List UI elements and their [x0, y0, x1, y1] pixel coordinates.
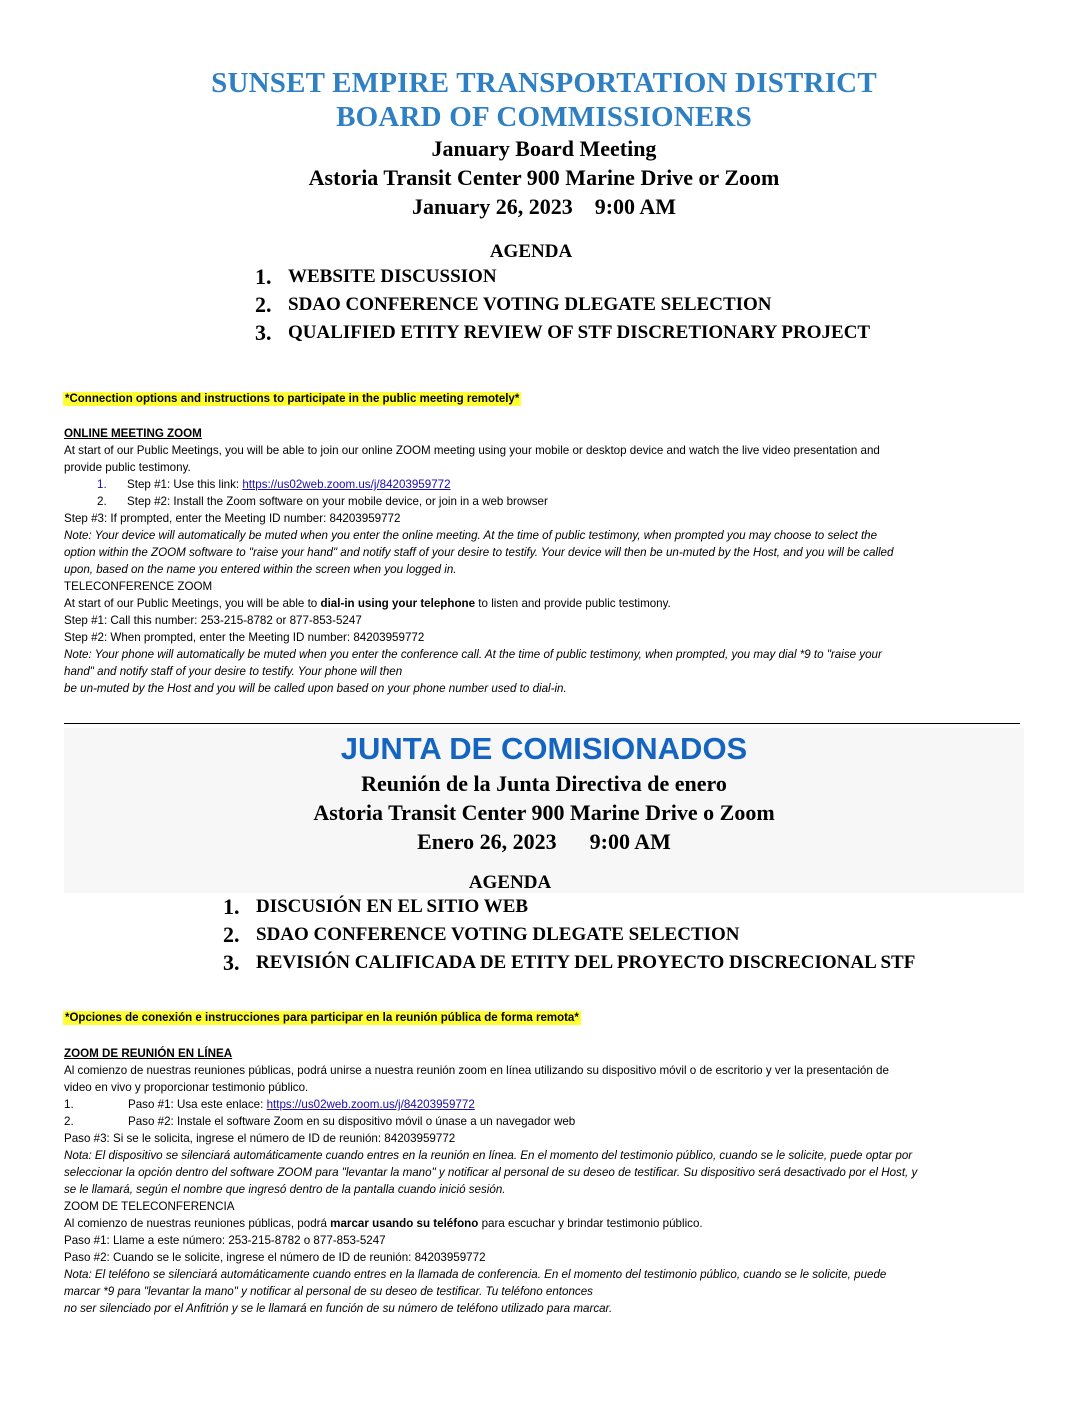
teleconference-heading: TELECONFERENCE ZOOM [64, 580, 213, 593]
agenda-item: 1. WEBSITE DISCUSSION [255, 264, 497, 289]
spanish-connection-note-wrap [63, 1008, 581, 1026]
zoom-link[interactable]: https://us02web.zoom.us/j/84203959772 [242, 478, 451, 491]
spanish-online-note: Nota: El dispositivo se silenciará automáticamente cuando entres en la reunión en línea. En el momento del testimonio público, cuando se le solicite, puede optar por [64, 1149, 913, 1162]
spanish-zoom-link[interactable]: https://us02web.zoom.us/j/84203959772 [266, 1098, 475, 1111]
spanish-tele-step-1: Paso #1: Llame a este número: 253-215-8782 o 877-853-5247 [64, 1234, 386, 1247]
online-note-cont: option within the ZOOM software to "raise your hand" and notify staff of your desire to testify. Your device will then be un-muted by the Host, and you will be called [64, 546, 894, 559]
spanish-teleconference-heading: ZOOM DE TELECONFERENCIA [64, 1200, 235, 1213]
board-name: BOARD OF COMMISSIONERS [336, 101, 752, 133]
organization-name: SUNSET EMPIRE TRANSPORTATION DISTRICT [211, 67, 877, 99]
section-divider [64, 723, 1020, 724]
meeting-location: Astoria Transit Center 900 Marine Drive or Zoom [308, 165, 780, 190]
agenda-item: 3. QUALIFIED ETITY REVIEW OF STF DISCRETIONARY PROJECT [255, 320, 871, 345]
spanish-step-3: Paso #3: Si se le solicita, ingrese el número de ID de reunión: 84203959772 [64, 1132, 456, 1145]
step-2: 2. Step #2: Install the Zoom software on your mobile device, or join in a web browser [97, 495, 548, 508]
spanish-board-name: JUNTA DE COMISIONADOS [340, 731, 748, 766]
online-intro: At start of our Public Meetings, you will be able to join our online ZOOM meeting using your mobile or desktop device and watch the live video presentation and [64, 444, 880, 457]
spanish-online-heading: ZOOM DE REUNIÓN EN LÍNEA [64, 1047, 233, 1060]
spanish-tele-note-cont: marcar *9 para "levantar la mano" y notificar al personal de su deseo de testificar. Tu teléfono entonces [64, 1285, 593, 1298]
meeting-datetime: January 26, 2023 9:00 AM [412, 194, 676, 219]
spanish-step-2: 2. Paso #2: Instale el software Zoom en su dispositivo móvil o únase a un navegador web [64, 1115, 576, 1128]
spanish-tele-note-end: no ser silenciado por el Anfitrión y se le llamará en función de su número de teléfono utilizado para marcar. [64, 1302, 613, 1315]
tele-note-end: be un-muted by the Host and you will be called upon based on your phone number used to dial-in. [64, 682, 567, 695]
agenda-list [255, 263, 870, 347]
spanish-agenda-title: AGENDA [468, 872, 552, 893]
spanish-tele-note: Nota: El teléfono se silenciará automáticamente cuando entres en la llamada de conferencia. En el momento del testimonio público, cuando se le solicite, puede [64, 1268, 887, 1281]
connection-note-wrap [63, 389, 521, 407]
online-note-end: upon, based on the name you entered within the screen when you logged in. [64, 563, 457, 576]
agenda-item: 3. REVISIÓN CALIFICADA DE ETITY DEL PROYECTO DISCRECIONAL STF [223, 950, 916, 975]
tele-step-1: Step #1: Call this number: 253-215-8782 or 877-853-5247 [64, 614, 362, 627]
english-instructions [64, 425, 1024, 697]
tele-note-cont: hand" and notify staff of your desire to testify. Your phone will then [64, 665, 403, 678]
spanish-step-1: 1. Paso #1: Usa este enlace: https://us02web.zoom.us/j/84203959772 [64, 1098, 475, 1111]
spanish-online-note-end: se le llamará, según el nombre que ingresó dentro de la pantalla cuando inició sesión. [64, 1183, 506, 1196]
teleconference-intro: At start of our Public Meetings, you will be able to dial-in using your telephone to listen and provide public testimony. [64, 597, 671, 610]
spanish-tele-step-2: Paso #2: Cuando se le solicite, ingrese el número de ID de reunión: 84203959772 [64, 1251, 486, 1264]
step-1: 1. Step #1: Use this link: https://us02web.zoom.us/j/84203959772 [97, 478, 451, 491]
spanish-connection-note: *Opciones de conexión e instrucciones para participar en la reunión pública de forma remota* [65, 1012, 579, 1024]
tele-note: Note: Your phone will automatically be muted when you enter the conference call. At the time of public testimony, when prompted, you may dial *9 to "raise your [64, 648, 882, 661]
agenda-title: AGENDA [489, 241, 573, 262]
agenda-item: 2. SDAO CONFERENCE VOTING DLEGATE SELECTION [223, 922, 740, 947]
spanish-agenda-list [223, 893, 915, 977]
online-intro-cont: provide public testimony. [64, 461, 191, 474]
spanish-header [64, 729, 1024, 856]
online-meeting-heading: ONLINE MEETING ZOOM [64, 427, 202, 440]
spanish-meeting-title: Reunión de la Junta Directiva de enero [361, 771, 727, 796]
agenda-item: 2. SDAO CONFERENCE VOTING DLEGATE SELECTION [255, 292, 772, 317]
spanish-meeting-datetime: Enero 26, 2023 9:00 AM [417, 829, 671, 854]
english-header [0, 66, 1088, 221]
connection-note: *Connection options and instructions to participate in the public meeting remotely* [65, 393, 520, 405]
online-note: Note: Your device will automatically be muted when you enter the online meeting. At the time of public testimony, when prompted you may choose to select the [64, 529, 878, 542]
step-3: Step #3: If prompted, enter the Meeting ID number: 84203959772 [64, 512, 401, 525]
spanish-meeting-location: Astoria Transit Center 900 Marine Drive o Zoom [313, 800, 775, 825]
spanish-online-note-cont: seleccionar la opción dentro del software ZOOM para "levantar la mano" y notificar al personal de su deseo de testificar. Su dispositivo será desactivado por el Host, y [64, 1166, 918, 1179]
tele-step-2: Step #2: When prompted, enter the Meeting ID number: 84203959772 [64, 631, 425, 644]
agenda-item: 1. DISCUSIÓN EN EL SITIO WEB [223, 894, 529, 919]
meeting-title: January Board Meeting [431, 136, 657, 161]
spanish-instructions [64, 1045, 1024, 1317]
spanish-teleconference-intro: Al comienzo de nuestras reuniones públicas, podrá marcar usando su teléfono para escuchar y brindar testimonio público. [64, 1217, 703, 1230]
spanish-online-intro-cont: video en vivo y proporcionar testimonio público. [64, 1081, 309, 1094]
spanish-online-intro: Al comienzo de nuestras reuniones públicas, podrá unirse a nuestra reunión zoom en línea utilizando su dispositivo móvil o de escritorio y ver la presentación de [64, 1064, 889, 1077]
